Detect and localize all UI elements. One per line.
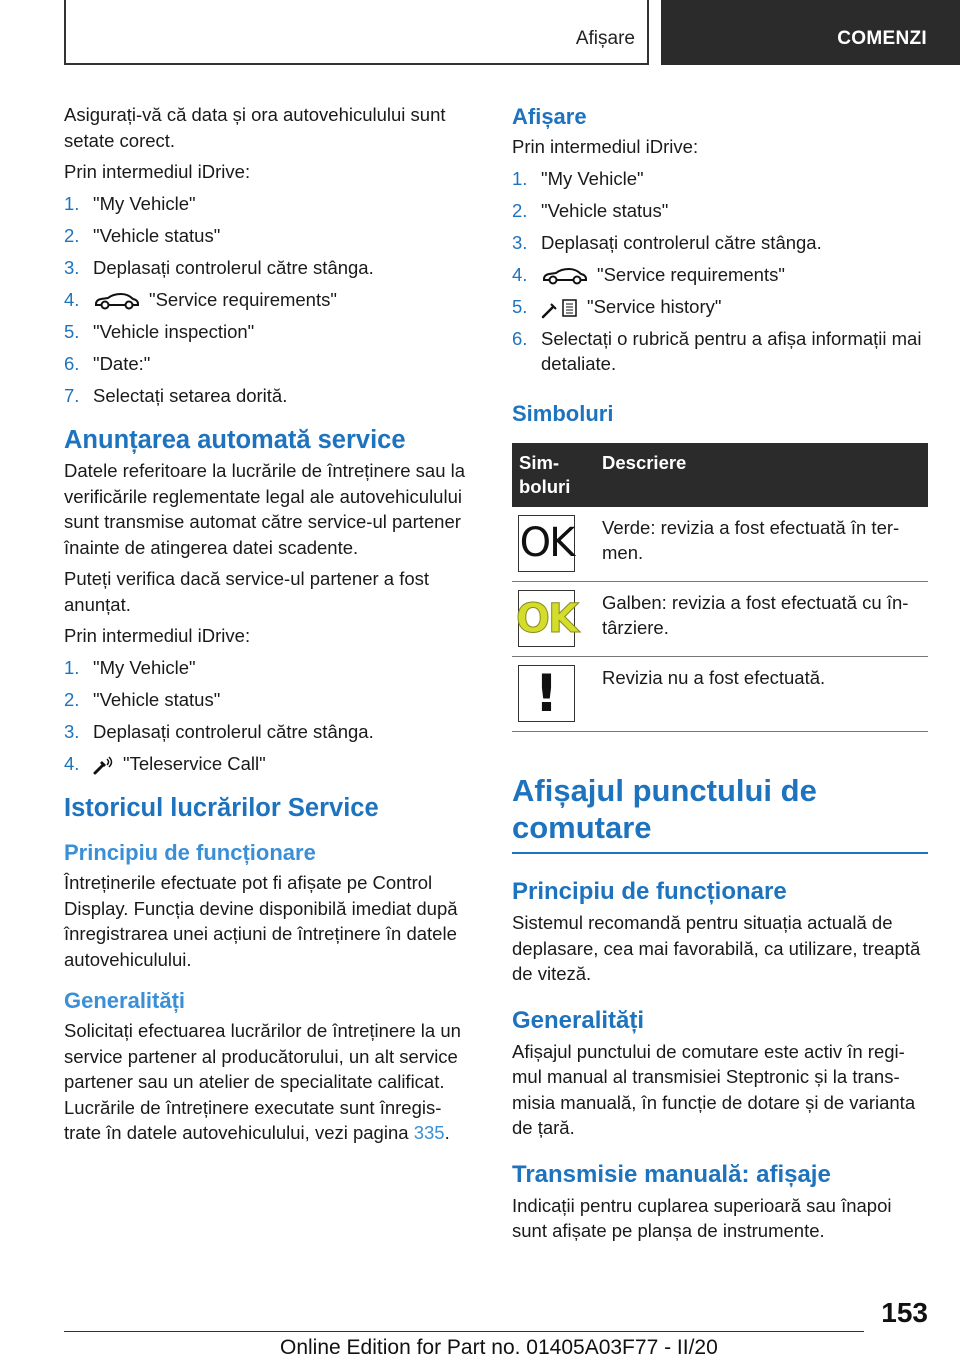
list-item: 6. "Date:": [64, 352, 151, 374]
page-number: 153: [881, 1297, 928, 1328]
table-row: [512, 657, 928, 732]
heading-symbols: Simboluri: [512, 400, 614, 426]
wrench-signal-icon: [93, 755, 115, 775]
list-item: 4. "Teleservice Call": [64, 752, 266, 774]
list-item: 3. Deplasați controlerul către stânga.: [64, 720, 374, 742]
heading-principle: Principiu de funcționare: [64, 840, 316, 865]
footer-divider: [64, 1331, 864, 1332]
list-item: 1. "My Vehicle": [512, 167, 644, 189]
service-history-icon: [541, 297, 579, 319]
page-link[interactable]: 335: [413, 1122, 445, 1143]
list-item: 3. Deplasați controlerul către stânga.: [64, 256, 374, 278]
idrive-intro: Prin intermediul iDrive:: [64, 161, 251, 182]
exclamation-icon: !: [518, 665, 575, 722]
car-icon: [93, 291, 141, 311]
list-item: 2. "Vehicle status": [64, 224, 221, 246]
general-paragraph: Solicitați efectuarea lucrărilor de întreținere la un service partener al producătorului, un alt service partener sau un atelier de specialitate calificat. Lucrările de întreținere executate sunt înregis-trate în datele autovehiculului, vezi pagina 335.: [64, 1020, 461, 1143]
list-item: 4. "Service requirements": [64, 288, 337, 310]
ok-yellow-icon: OK: [518, 590, 575, 647]
list-item: 1. "My Vehicle": [64, 192, 196, 214]
table-header-symbols: Sim- boluri: [512, 443, 595, 507]
header-section-title: Afișare: [575, 28, 635, 49]
steps-teleservice-list: [64, 655, 478, 777]
heading-shift-indicator: Afișajul punctului de comutare: [512, 772, 928, 854]
table-header-description: Descriere: [595, 443, 928, 507]
list-item: 2. "Vehicle status": [512, 199, 669, 221]
idrive-intro: Prin intermediul iDrive:: [64, 625, 251, 646]
list-item: 1. "My Vehicle": [64, 656, 196, 678]
list-item: 2. "Vehicle status": [64, 688, 221, 710]
symbols-table: [512, 443, 928, 733]
intro-paragraph: Asigurați-vă că data și ora autovehiculului sunt setate corect.: [64, 104, 446, 151]
left-column: [64, 102, 478, 1152]
footer-edition: Online Edition for Part no. 01405A03F77 - II/20: [280, 1336, 718, 1359]
heading-service-history: Istoricul lucrărilor Service: [64, 794, 379, 822]
header-chapter-tab[interactable]: [661, 0, 960, 65]
list-item: 5. "Service history": [512, 294, 928, 320]
ok-green-icon: OK: [518, 515, 575, 572]
shift-principle-paragraph: Sistemul recomandă pentru situația actuală de deplasare, cea mai favorabilă, ca utilizare, treaptă de viteză.: [512, 912, 921, 984]
auto-service-paragraph: Datele referitoare la lucrările de întreținere sau la verificările reglementate legal ale autovehiculului sunt transmise automat către service-ul partener înainte de atingerea datei scadente.: [64, 460, 466, 558]
right-column: [512, 102, 928, 1250]
heading-display: Afișare: [512, 104, 587, 129]
car-icon: [541, 266, 589, 286]
shift-general-paragraph: Afișajul punctului de comutare este activ în regi-mul manual al transmisiei Steptronic și la trans-misia manuală, în funcție de dotare și de varianta de țară.: [512, 1040, 916, 1138]
principle-paragraph: Întreținerile efectuate pot fi afișate pe Control Display. Funcția devine disponibilă imediat după înregistrarea unei acțiuni de întreținere în datele autovehiculului.: [64, 872, 458, 970]
table-row: [512, 507, 928, 582]
heading-manual-transmission: Transmisie manuală: afișaje: [512, 1160, 831, 1188]
list-item: 6. Selectați o rubrică pentru a afișa informații mai detaliate.: [512, 327, 922, 374]
manual-paragraph: Indicații pentru cuplarea superioară sau înapoi sunt afișate pe planșa de instrumente.: [512, 1194, 892, 1241]
list-item: 3. Deplasați controlerul către stânga.: [512, 231, 822, 253]
table-cell-description: Verde: revizia a fost efectuată în ter-men.: [595, 507, 928, 582]
heading-auto-service: Anunțarea automată service: [64, 426, 406, 454]
steps-history-list: [512, 166, 928, 377]
idrive-intro: Prin intermediul iDrive:: [512, 136, 699, 157]
heading-shift-principle: Principiu de funcționare: [512, 878, 787, 905]
auto-service-check: Puteți verifica dacă service-ul partener a fost anunțat.: [64, 568, 430, 615]
table-row: [512, 582, 928, 657]
list-item: 4. "Service requirements": [512, 263, 785, 285]
table-cell-description: Revizia nu a fost efectuată.: [595, 657, 928, 732]
heading-general: Generalități: [64, 988, 186, 1013]
steps-date-list: [64, 191, 478, 409]
heading-shift-general: Generalități: [512, 1006, 645, 1034]
list-item: 7. Selectați setarea dorită.: [64, 384, 288, 406]
header-section-box: [64, 0, 649, 65]
table-cell-description: Galben: revizia a fost efectuată cu în-târziere.: [595, 582, 928, 657]
list-item: 5. "Vehicle inspection": [64, 320, 255, 342]
header-chapter-label: COMENZI: [837, 28, 927, 49]
